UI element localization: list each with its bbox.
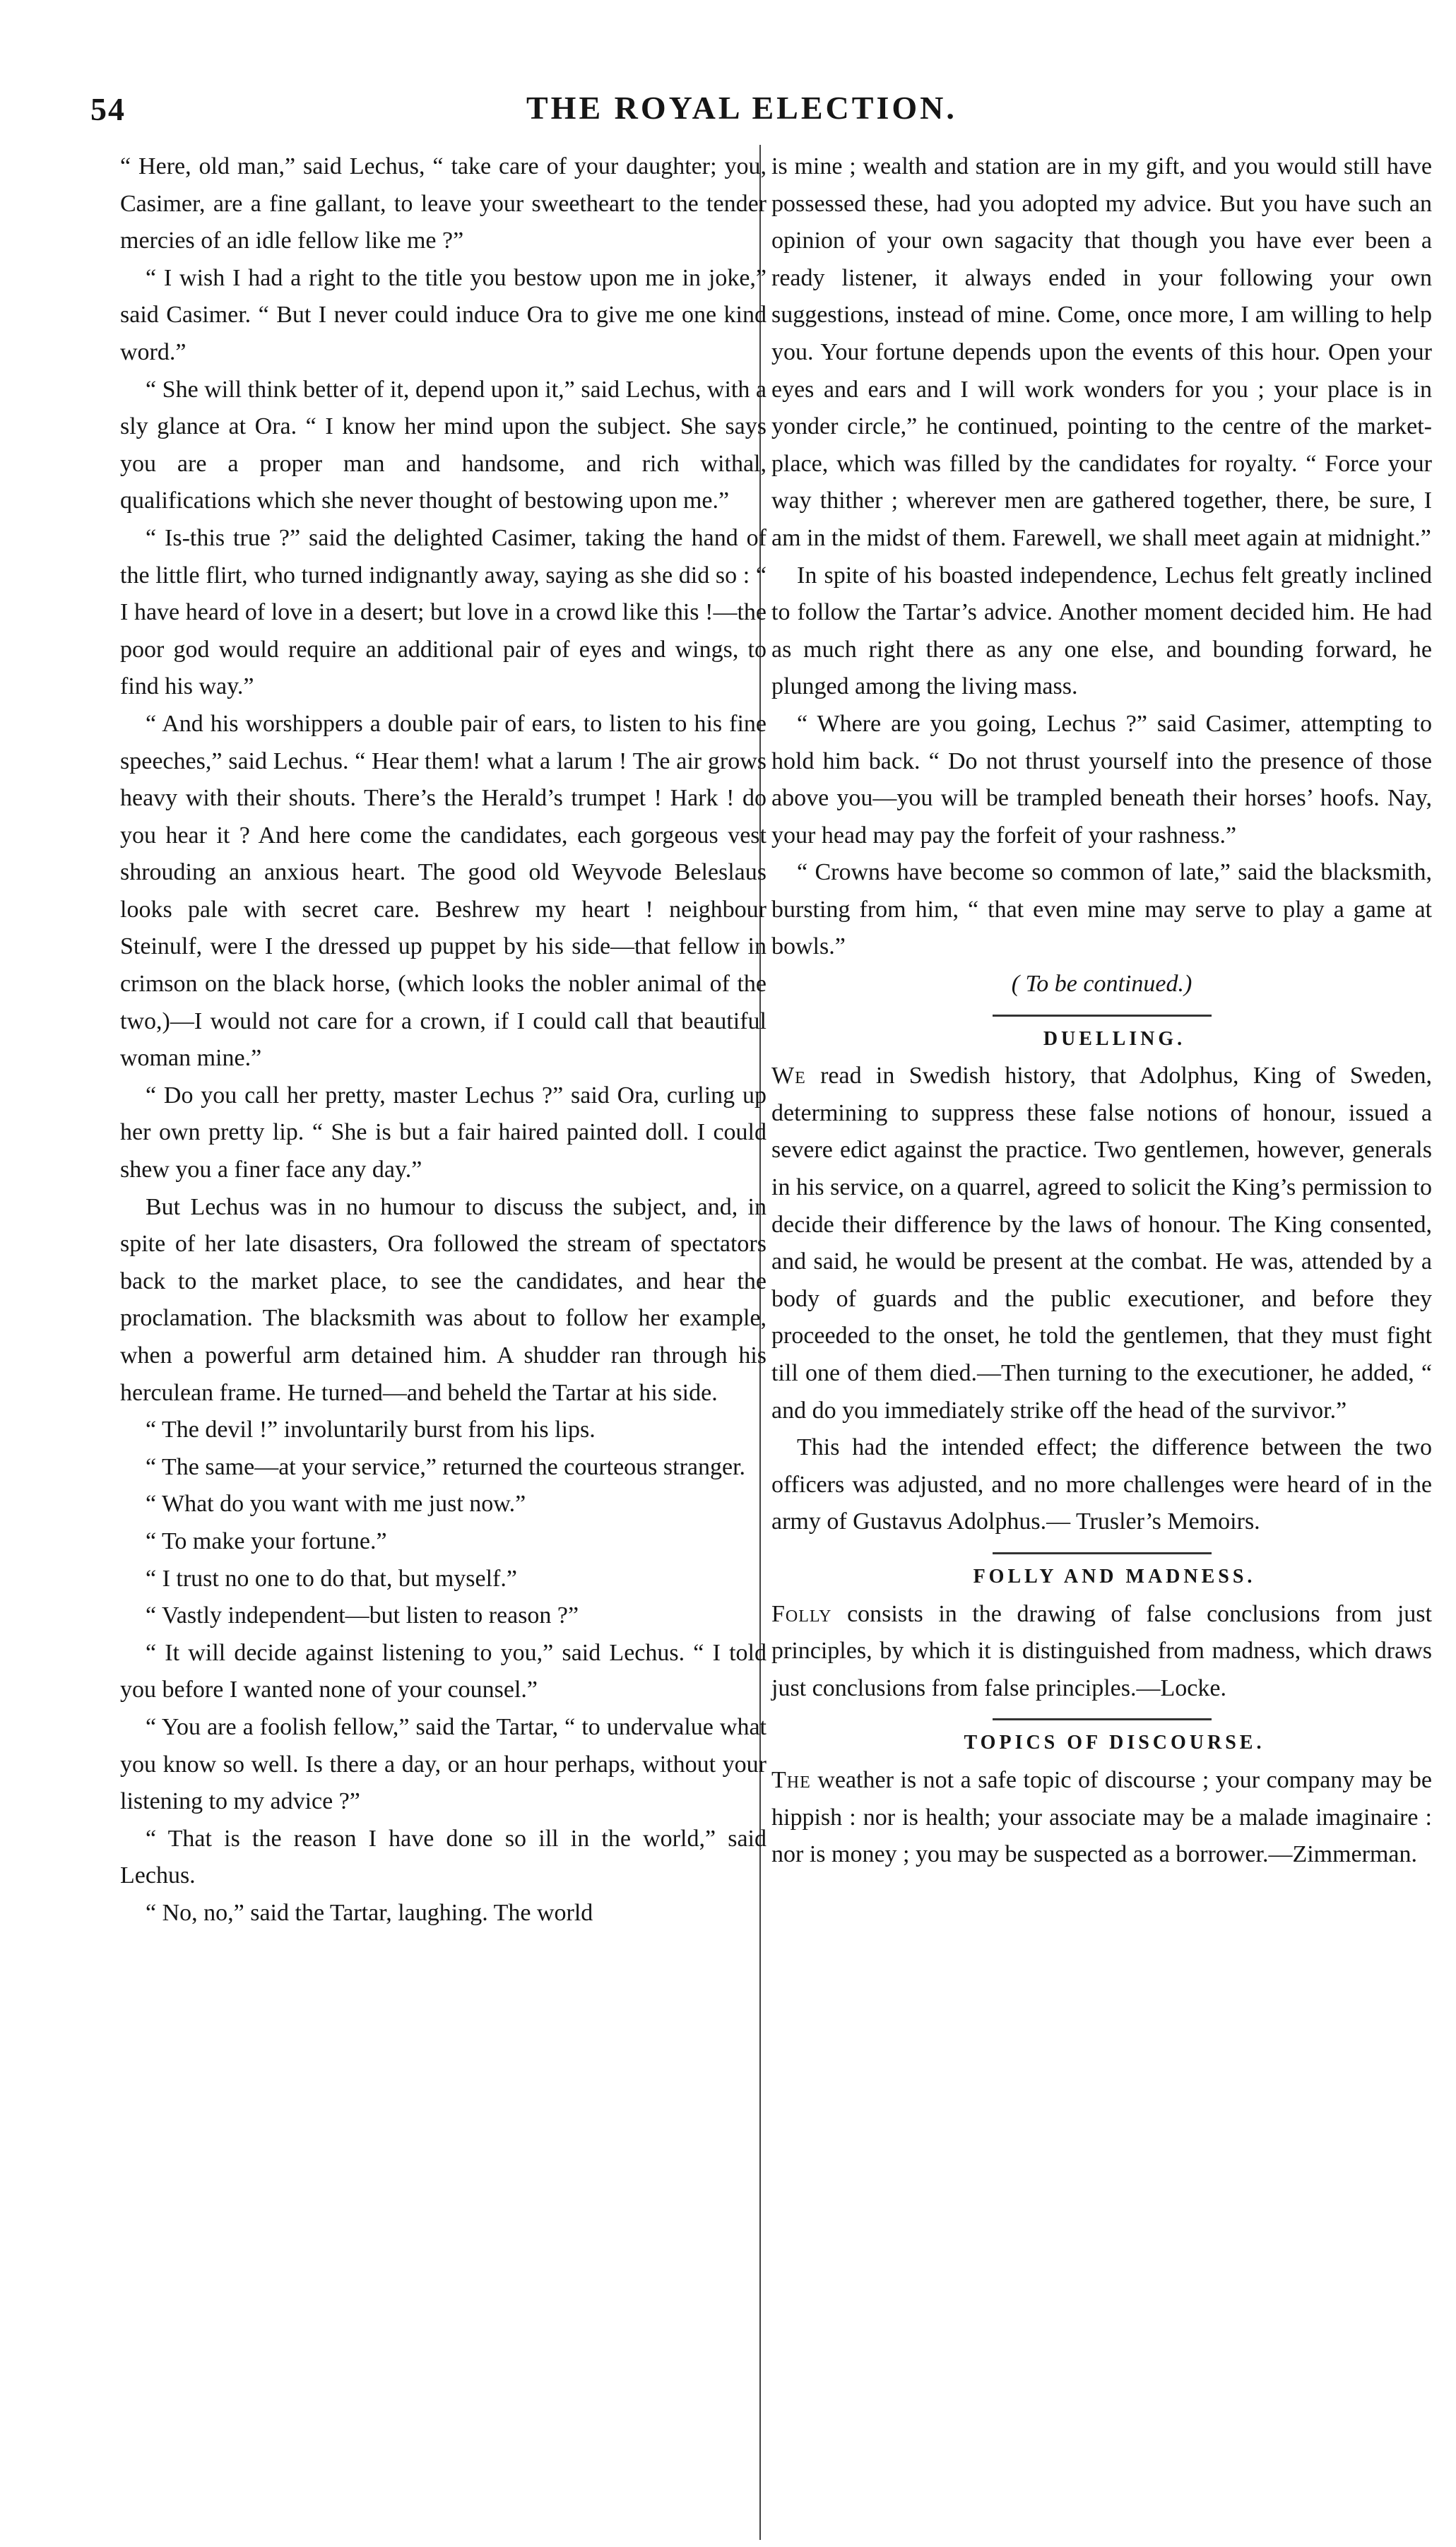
paragraph: “ I trust no one to do that, but myself.” [146,1565,517,1592]
paragraph: “ Vastly independent—but listen to reason ?” [146,1602,579,1629]
section-paragraph [771,1762,1432,1874]
to-be-continued: ( To be continued.) [1011,971,1192,998]
paragraph: In spite of his boasted independence, Lechus felt greatly inclined to follow the Tartar’s advice. Another moment decided him. He had as much right there as any one else, and bounding forward, he plunged among the living mass. [771,562,1432,700]
section-heading-folly: FOLLY AND MADNESS. [973,1565,1256,1588]
paragraph: “ You are a foolish fellow,” said the Tartar, “ to undervalue what you know so well. Is there a day, or an hour perhaps, without your listening to my advice ?” [120,1713,767,1815]
section-paragraph [771,1058,1432,1429]
paragraph: But Lechus was in no humour to discuss the subject, and, in spite of her late disasters, Ora followed the stream of spectators back to the market place, to see the candidates, and hear the proclamation. The blacksmith was about to follow her example, when a powerful arm detained him. A shudder ran through his herculean frame. He turned—and beheld the Tartar at his side. [120,1193,767,1406]
running-head: THE ROYAL ELECTION. [526,90,957,126]
paragraph: “ To make your fortune.” [146,1527,387,1554]
paragraph: “ The devil !” involuntarily burst from his lips. [146,1417,596,1443]
lead-word: Folly [771,1600,832,1627]
section-paragraph [771,1596,1432,1708]
section-rule [993,1552,1212,1554]
paragraph: “ It will decide against listening to you,” said Lechus. “ I told you before I wanted none of your counsel.” [120,1639,767,1703]
paragraph: “ Do you call her pretty, master Lechus ?” said Ora, curling up her own pretty lip. “ She is but a fair haired painted doll. I could shew you a finer face any day.” [120,1082,767,1183]
paragraph: “ Crowns have become so common of late,” said the blacksmith, bursting from him, “ that even mine may serve to play a game at bowls.” [771,859,1432,960]
paragraph: This had the intended effect; the difference between the two officers was adjusted, and no more challenges were heard of in the army of Gustavus Adolphus.— Trusler’s Memoirs. [771,1434,1432,1535]
right-column [771,148,1432,1874]
paragraph: “ And his worshippers a double pair of ears, to listen to his fine speeches,” said Lechus. “ Hear them! what a larum ! The air grows heavy with their shouts. There’s the Herald’s trumpet ! Hark ! do you hear it ? And here come the candidates, each gorgeous vest shrouding an anxious heart. The good old Weyvode Beleslaus looks pale with secret care. Beshrew my heart ! neighbour Steinulf, were I the dressed up puppet by his side—that fellow in crimson on the black horse, (which looks the nobler animal of the two,)—I would not care for a crown, if I could call that beautiful woman mine.” [120,710,767,1072]
paragraph: “ I wish I had a right to the title you bestow upon me in joke,” said Casimer. “ But I never could induce Ora to give me one kind word.” [120,264,767,365]
paragraph: “ Is-this true ?” said the delighted Casimer, taking the hand of the little flirt, who turned indignantly away, saying as she did so : “ I have heard of love in a desert; but love in a crowd like this !—the poor god would require an additional pair of eyes and wings, to find his way.” [120,524,767,700]
paragraph: “ She will think better of it, depend upon it,” said Lechus, with a sly glance at Ora. “ I know her mind upon the subject. She says you are a proper man and handsome, and rich withal, qualifications which she never thought of bestowing upon me.” [120,376,767,514]
paragraph: “ That is the reason I have done so ill in the world,” said Lechus. [120,1825,767,1889]
section-rule [993,1718,1212,1720]
section-heading-duelling: DUELLING. [1043,1027,1186,1050]
paragraph-text: read in Swedish history, that Adolphus, King of Sweden, determining to suppress these false notions of honour, issued a severe edict against the practice. Two gentlemen, however, generals in his service, on a quarrel, agreed to solicit the King’s permission to decide their difference by the laws of honour. The King consented, and said, he would be present at the combat. He was, attended by a body of guards and the public executioner, and before they proceeded to the onset, he told the gentlemen, that they must fight till one of them died.—Then turning to the executioner, he added, “ and do you immediately strike off the head of the survivor.” [771,1063,1432,1424]
paragraph: “ What do you want with me just now.” [146,1491,526,1518]
left-column [120,148,767,1932]
paragraph: “ The same—at your service,” returned the courteous stranger. [146,1453,746,1480]
paragraph: “ No, no,” said the Tartar, laughing. The world [146,1899,593,1926]
paragraph-continuation: is mine ; wealth and station are in my gift, and you would still have possessed these, had you adopted my advice. But you have such an opinion of your own sagacity that though you have ever been a ready listener, it always ended in your following your own suggestions, instead of mine. Come, once more, I am willing to help you. Your fortune depends upon the events of this hour. Open your eyes and ears and I will work wonders for you ; your place is in yonder circle,” he continued, pointing to the centre of the market-place, which was filled by the candidates for royalty. “ Force your way thither ; wherever men are gathered together, there, be sure, I am in the midst of them. Farewell, we shall meet again at midnight.” [771,153,1432,551]
section-rule [993,1015,1212,1017]
lead-word: We [771,1063,806,1089]
paragraph-text: weather is not a safe topic of discourse ; your company may be hippish : nor is health; your associate may be a malade imaginaire : nor is money ; you may be suspected as a borrower.—Zimmerman. [771,1766,1432,1868]
paragraph: “ Where are you going, Lechus ?” said Casimer, attempting to hold him back. “ Do not thrust yourself into the presence of those above you—you will be trampled beneath their horses’ hoofs. Nay, your head may pay the forfeit of your rashness.” [771,710,1432,849]
paragraph-text: consists in the drawing of false conclusions from just principles, by which it is distinguished from madness, which draws just conclusions from false principles.—Locke. [771,1600,1432,1701]
section-heading-topics: TOPICS OF DISCOURSE. [964,1732,1265,1754]
lead-word: The [771,1766,811,1793]
paragraph: “ Here, old man,” said Lechus, “ take care of your daughter; you, Casimer, are a fine gallant, to leave your sweetheart to the tender mercies of an idle fellow like me ?” [120,153,767,254]
page-number: 54 [90,91,126,127]
